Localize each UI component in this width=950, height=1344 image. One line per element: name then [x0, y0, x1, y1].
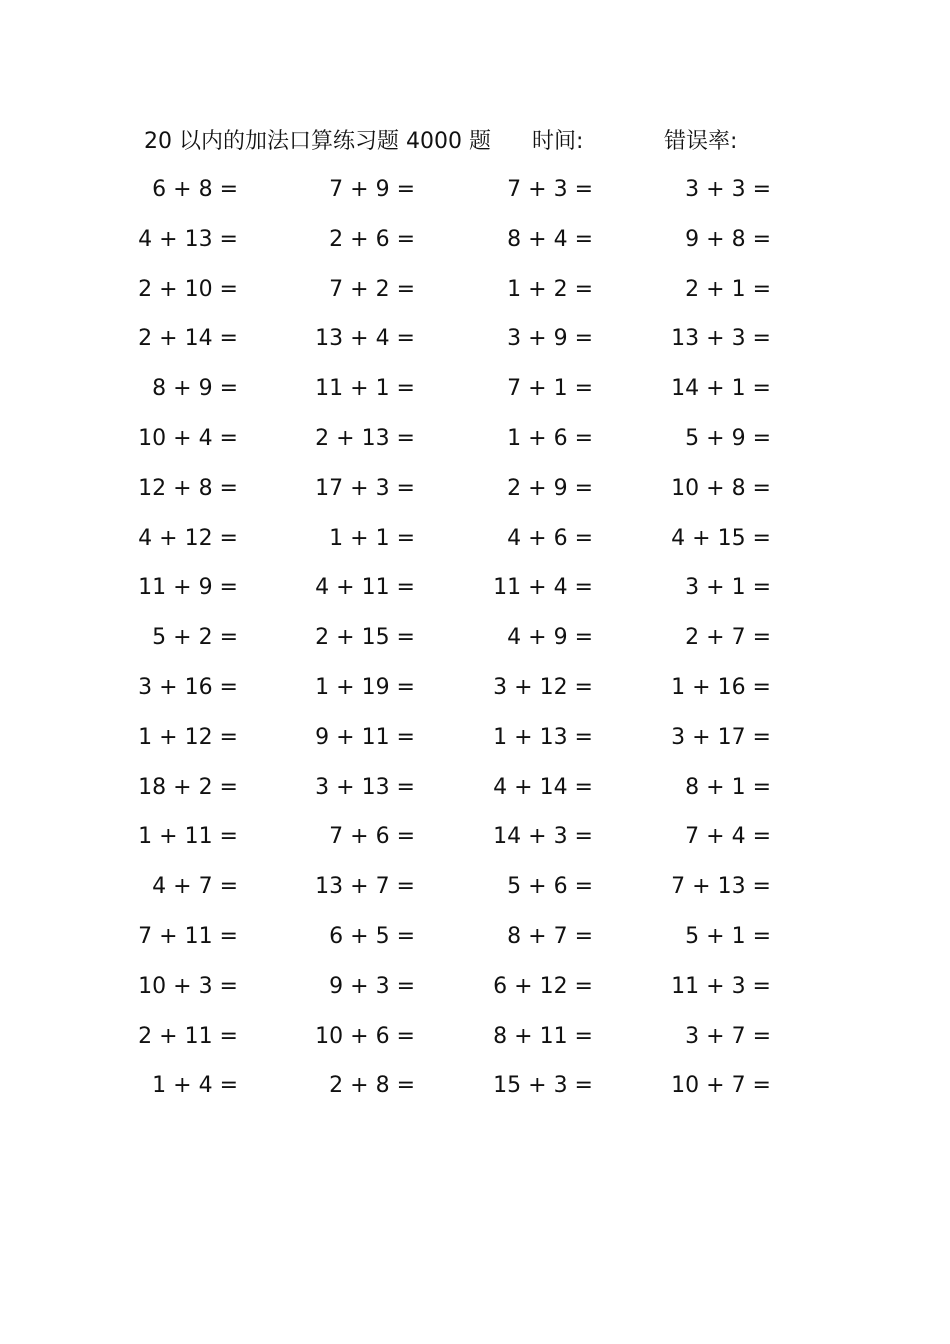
problem-grid — [0, 170, 950, 1116]
addition-problem: 1 + 13 = — [493, 724, 593, 750]
addition-problem: 3 + 17 = — [671, 724, 771, 750]
addition-problem: 3 + 3 = — [685, 177, 771, 202]
addition-problem: 11 + 1 = — [315, 376, 415, 402]
addition-problem: 1 + 16 = — [671, 674, 771, 700]
problem-row — [0, 867, 950, 917]
addition-problem: 8 + 9 = — [152, 376, 238, 402]
problem-row — [0, 519, 950, 569]
addition-problem: 13 + 7 = — [315, 874, 415, 900]
addition-problem: 1 + 2 = — [507, 276, 593, 302]
addition-problem: 3 + 12 = — [493, 674, 593, 700]
problem-row — [0, 967, 950, 1017]
addition-problem: 3 + 7 = — [685, 1023, 771, 1049]
addition-problem: 2 + 6 = — [329, 226, 415, 252]
problem-row — [0, 469, 950, 519]
addition-problem: 8 + 1 = — [685, 774, 771, 800]
addition-problem: 1 + 19 = — [315, 674, 415, 700]
problem-row — [0, 718, 950, 768]
addition-problem: 13 + 4 = — [315, 326, 415, 352]
addition-problem: 5 + 6 = — [507, 874, 593, 900]
addition-problem: 7 + 9 = — [329, 177, 415, 202]
addition-problem: 5 + 2 = — [152, 625, 238, 651]
addition-problem: 10 + 7 = — [671, 1073, 771, 1099]
problem-row — [0, 369, 950, 419]
addition-problem: 4 + 7 = — [152, 874, 238, 900]
addition-problem: 1 + 12 = — [138, 724, 238, 750]
addition-problem: 1 + 4 = — [152, 1073, 238, 1099]
addition-problem: 7 + 11 = — [138, 923, 238, 949]
addition-problem: 9 + 11 = — [315, 724, 415, 750]
problem-row — [0, 618, 950, 668]
addition-problem: 10 + 4 = — [138, 425, 238, 451]
addition-problem: 18 + 2 = — [138, 774, 238, 800]
time-label: 时间: — [532, 129, 584, 154]
addition-problem: 4 + 14 = — [493, 774, 593, 800]
addition-problem: 4 + 13 = — [138, 226, 238, 252]
addition-problem: 2 + 1 = — [685, 276, 771, 302]
addition-problem: 11 + 4 = — [493, 575, 593, 601]
problem-row — [0, 1066, 950, 1116]
addition-problem: 1 + 11 = — [138, 824, 238, 850]
addition-problem: 2 + 11 = — [138, 1023, 238, 1049]
addition-problem: 13 + 3 = — [671, 326, 771, 352]
addition-problem: 9 + 8 = — [685, 226, 771, 252]
addition-problem: 7 + 2 = — [329, 276, 415, 302]
addition-problem: 4 + 15 = — [671, 525, 771, 551]
addition-problem: 5 + 1 = — [685, 923, 771, 949]
addition-problem: 2 + 15 = — [315, 625, 415, 651]
addition-problem: 3 + 13 = — [315, 774, 415, 800]
addition-problem: 6 + 8 = — [152, 177, 238, 202]
addition-problem: 14 + 3 = — [493, 824, 593, 850]
addition-problem: 14 + 1 = — [671, 376, 771, 402]
addition-problem: 4 + 11 = — [315, 575, 415, 601]
addition-problem: 8 + 11 = — [493, 1023, 593, 1049]
problem-row — [0, 1017, 950, 1067]
addition-problem: 6 + 12 = — [493, 973, 593, 999]
addition-problem: 3 + 9 = — [507, 326, 593, 352]
addition-problem: 4 + 9 = — [507, 625, 593, 651]
addition-problem: 7 + 6 = — [329, 824, 415, 850]
addition-problem: 17 + 3 = — [315, 475, 415, 501]
addition-problem: 7 + 1 = — [507, 376, 593, 402]
addition-problem: 4 + 12 = — [138, 525, 238, 551]
addition-problem: 11 + 9 = — [138, 575, 238, 601]
addition-problem: 12 + 8 = — [138, 475, 238, 501]
addition-problem: 7 + 3 = — [507, 177, 593, 202]
addition-problem: 7 + 4 = — [685, 824, 771, 850]
addition-problem: 1 + 6 = — [507, 425, 593, 451]
addition-problem: 8 + 4 = — [507, 226, 593, 252]
addition-problem: 2 + 10 = — [138, 276, 238, 302]
problem-row — [0, 319, 950, 369]
addition-problem: 10 + 3 = — [138, 973, 238, 999]
addition-problem: 6 + 5 = — [329, 923, 415, 949]
addition-problem: 15 + 3 = — [493, 1073, 593, 1099]
addition-problem: 9 + 3 = — [329, 973, 415, 999]
addition-problem: 10 + 8 = — [671, 475, 771, 501]
addition-problem: 2 + 7 = — [685, 625, 771, 651]
problem-row — [0, 568, 950, 618]
addition-problem: 8 + 7 = — [507, 923, 593, 949]
problem-row — [0, 270, 950, 320]
addition-problem: 1 + 1 = — [329, 525, 415, 551]
problem-row — [0, 668, 950, 718]
addition-problem: 10 + 6 = — [315, 1023, 415, 1049]
addition-problem: 4 + 6 = — [507, 525, 593, 551]
addition-problem: 3 + 16 = — [138, 674, 238, 700]
problem-row — [0, 917, 950, 967]
problem-row — [0, 170, 950, 220]
problem-row — [0, 220, 950, 270]
addition-problem: 11 + 3 = — [671, 973, 771, 999]
error-rate-label: 错误率: — [664, 129, 738, 154]
addition-problem: 2 + 8 = — [329, 1073, 415, 1099]
worksheet-title: 20 以内的加法口算练习题 4000 题 — [144, 129, 491, 154]
problem-row — [0, 768, 950, 818]
problem-row — [0, 419, 950, 469]
problem-row — [0, 817, 950, 867]
worksheet-header — [144, 124, 784, 160]
addition-problem: 3 + 1 = — [685, 575, 771, 601]
addition-problem: 2 + 13 = — [315, 425, 415, 451]
addition-problem: 2 + 14 = — [138, 326, 238, 352]
addition-problem: 2 + 9 = — [507, 475, 593, 501]
addition-problem: 5 + 9 = — [685, 425, 771, 451]
addition-problem: 7 + 13 = — [671, 874, 771, 900]
